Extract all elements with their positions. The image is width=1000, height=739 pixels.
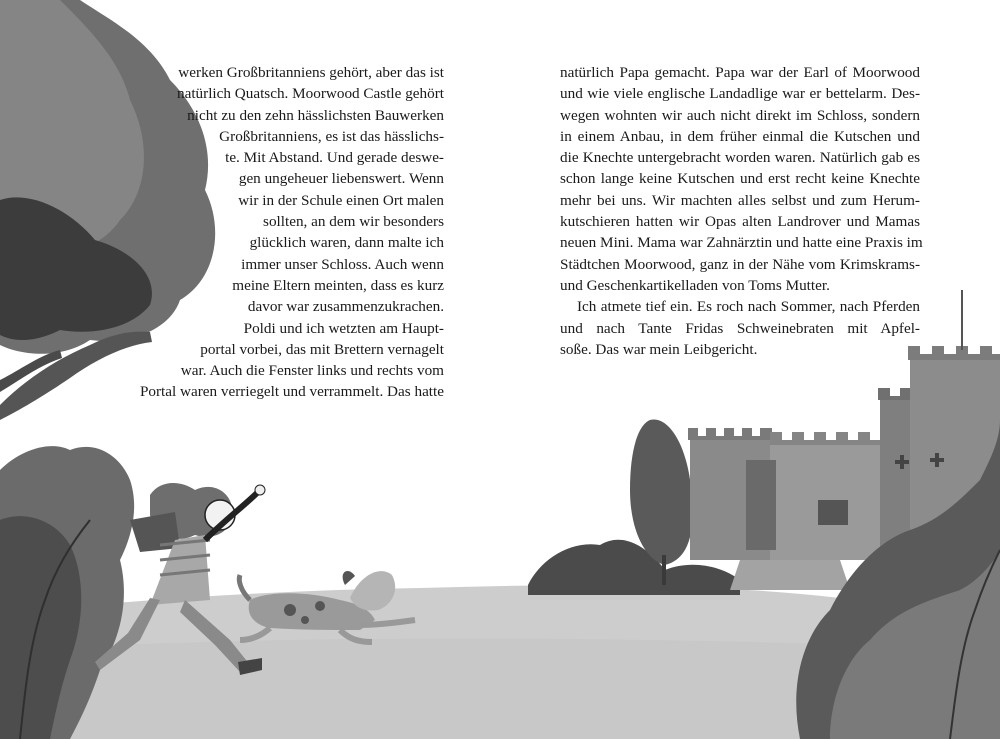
text-line: meine Eltern meinten, dass es kurz bbox=[232, 276, 444, 294]
text-line: gen ungeheuer liebenswert. Wenn bbox=[238, 170, 444, 188]
text-line: Ich atmete tief ein. Es roch nach Sommer, nach Pferden bbox=[577, 298, 920, 316]
text-line: und Geschenkartikelladen von Toms Mutter. bbox=[560, 276, 830, 294]
text-line: die Knechte untergebracht worden waren. Natürlich gab es bbox=[560, 149, 920, 167]
text-line: portal vorbei, das mit Brettern vernagelt bbox=[200, 340, 444, 358]
text-line: nicht zu den zehn hässlichsten Bauwerken bbox=[187, 106, 444, 124]
text-line: soße. Das war mein Leibgericht. bbox=[560, 340, 758, 358]
text-line: schon lange keine Kutschen und erst recht keine Knechte bbox=[560, 170, 920, 188]
text-line: Poldi und ich wetzten am Haupt- bbox=[243, 319, 444, 337]
left-page-text bbox=[130, 62, 444, 403]
text-line: natürlich Quatsch. Moorwood Castle gehört bbox=[177, 85, 444, 103]
text-line: immer unser Schloss. Auch wenn bbox=[241, 255, 444, 273]
text-line: Städtchen Moorwood, ganz in der Nähe vom Krimskrams- bbox=[560, 255, 920, 273]
text-line: Portal waren verriegelt und verrammelt. Das hatte bbox=[139, 383, 444, 401]
text-line: glücklich waren, dann malte ich bbox=[249, 234, 444, 252]
text-line: in einem Anbau, in dem früher einmal die Kutschen und bbox=[560, 127, 920, 145]
text-line: war. Auch die Fenster links und rechts vom bbox=[180, 362, 444, 380]
text-line: mehr bei uns. Wir machten alles selbst und zum Herum- bbox=[560, 191, 920, 209]
text-line: und wie viele englische Landadlige war er bettelarm. Des- bbox=[560, 85, 920, 103]
text-line: und nach Tante Fridas Schweinebraten mit Apfel- bbox=[560, 319, 920, 337]
text-line: Großbritanniens, es ist das hässlichs- bbox=[219, 127, 444, 145]
text-line: wegen wohnten wir auch nicht direkt im Schloss, sondern bbox=[560, 106, 920, 124]
text-line: sollten, an dem wir besonders bbox=[263, 213, 444, 231]
text-line: davor war zusammenzukrachen. bbox=[247, 298, 444, 316]
text-line: neuen Mini. Mama war Zahnärztin und hatte eine Praxis im bbox=[560, 234, 923, 252]
text-line: wir in der Schule einen Ort malen bbox=[238, 191, 444, 209]
text-line: natürlich Papa gemacht. Papa war der Earl of Moorwood bbox=[560, 64, 920, 81]
text-line: te. Mit Abstand. Und gerade deswe- bbox=[225, 149, 444, 167]
text-line: werken Großbritanniens gehört, aber das ist bbox=[178, 64, 444, 81]
text-line: kutschieren hatten wir Opas alten Landrover und Mamas bbox=[560, 213, 920, 231]
right-page-text bbox=[560, 62, 923, 360]
